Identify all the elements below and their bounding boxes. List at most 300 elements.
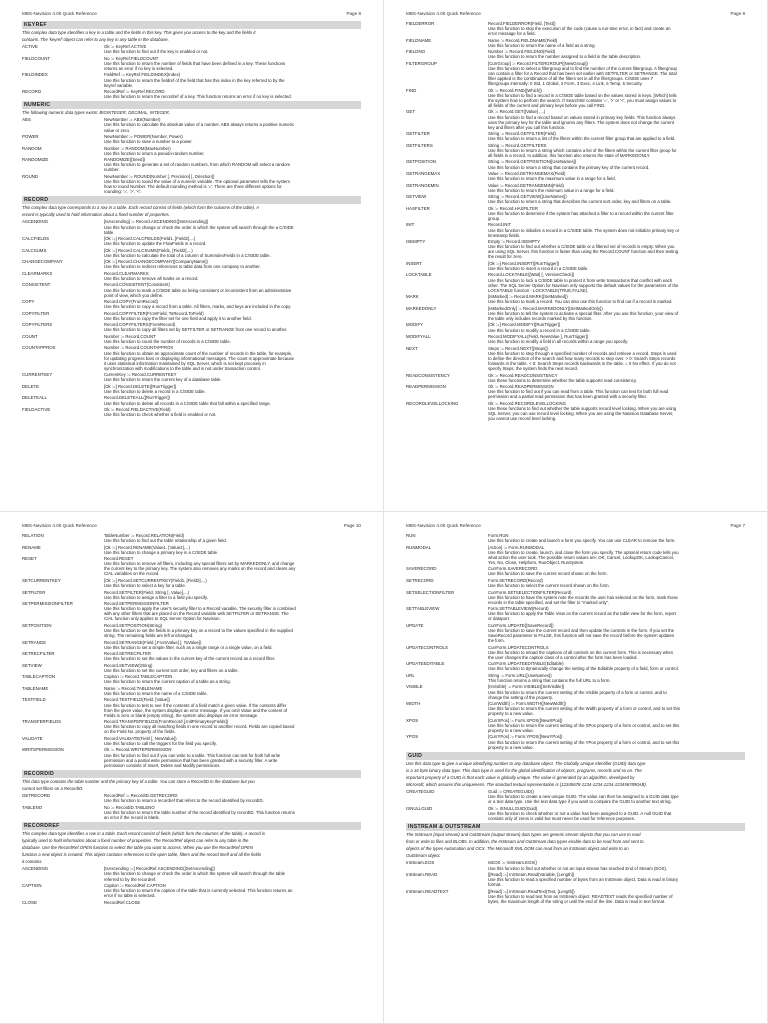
- description-line: Use this function to save the current record shown on the form.: [488, 571, 608, 577]
- description-line: Number := Record.FIELDNO(Field): [488, 49, 556, 55]
- description-line: Ok := Record.GET([Value] ,...): [488, 109, 546, 115]
- description-line: filter applied is the combination of all the filters set in all the filtergroups. C/SIDE uses 7: [488, 76, 654, 82]
- function-name: TABLECAPTION: [22, 674, 56, 680]
- description-line: Record.CLEARMARKS: [104, 270, 149, 276]
- function-description: [488, 645, 745, 660]
- description-line: Use this function to stop the execution of the code (cause a run-time error, in fact) and create an: [488, 26, 671, 32]
- function-name: ASCENDING: [22, 219, 49, 225]
- description-line: Use this function to return the current setting of the Width property of a form or control, and to set this: [488, 706, 681, 712]
- description-line: Use this function to calculate the absolute value of a number. ABS always returns a positive numeric: [104, 122, 295, 128]
- description-line: This function returns a string that contains the full URL to a form.: [488, 677, 611, 683]
- function-description: [104, 686, 361, 696]
- function-entry: [22, 146, 361, 156]
- description-line: Record.COPYFILTERS(FromRecord): [104, 322, 176, 328]
- function-name: TRANSFERFIELDS: [22, 719, 62, 725]
- function-name: SETVIEW: [22, 662, 42, 668]
- description-line: Use this function to select a filtergroup and to find the number of the current filtergroup. A filtergroup: [488, 65, 677, 71]
- description-line: Record.MODIFYALL(Field, NewValue [, RunTrigger]): [488, 334, 589, 340]
- description-line: [IsAscending] := Record.ASCENDING([SetAscending]): [104, 219, 209, 225]
- function-name: CAPTION: [22, 882, 42, 888]
- description-line: Use this function to assign a filter to a field you specify.: [104, 594, 209, 600]
- description-line: Use this function to return the number assigned to a field in the table description.: [488, 54, 642, 60]
- description-line: [Ok :=] Record.RENAME(Value1, [Value2],...): [104, 544, 190, 550]
- description-line: TableNumber := Record.RELATION(Field): [104, 533, 185, 538]
- description-line: [IsMarked] := Record.MARK([SetMarked]): [488, 294, 568, 300]
- description-line: permission and a partial write permission that has been granted with a security filter. A write: [104, 757, 278, 763]
- description-line: Use this function to remove all filters, including any special filters set by MARKEDONLY, and change: [104, 561, 295, 567]
- description-line: Use this function to return a string that contains the primary key of the current record.: [488, 164, 650, 170]
- section-intro-line: record is typically used to hold information about a fixed number of properties.: [22, 212, 170, 218]
- function-description: [104, 533, 361, 543]
- description-line: Use this function to change or check the order in which the system will search through the table: [104, 871, 286, 877]
- function-name: MODIFYALL: [406, 334, 431, 340]
- function-name: WIDTH: [406, 701, 421, 707]
- description-line: Empty := Record.ISEMPTY: [488, 239, 541, 245]
- function-entry: [22, 674, 361, 684]
- function-description: [488, 294, 745, 304]
- function-description: [488, 578, 745, 588]
- description-line: can contain a filter for a Record that has been set earlier with SETFILTER or SETRANGE. The total: [488, 71, 677, 77]
- description-line: Use this function to step through a specified number of records and retrieve a record. Steps is used: [488, 350, 677, 356]
- section-heading: NUMERIC: [22, 101, 361, 109]
- function-entry: [406, 206, 745, 221]
- description-line: Use this function to copy a record from a table. All filters, marks, and keys are included in the copy.: [104, 304, 292, 310]
- function-entry: [406, 684, 745, 699]
- function-name: ROUND: [22, 173, 39, 179]
- description-line: Guid := CREATEGUID(): [488, 789, 534, 795]
- function-name: SETRECORD: [406, 577, 434, 583]
- description-line: [Action] := Form.RUNMODAL: [488, 544, 545, 550]
- function-description: [488, 88, 745, 108]
- function-entry: [406, 401, 745, 421]
- function-entry: [22, 651, 361, 661]
- function-name: UPDATEEDITABLE: [406, 661, 445, 667]
- function-name: SETSELECTIONFILTER: [406, 589, 455, 595]
- function-name: ABS: [22, 117, 31, 123]
- description-line: referred to by the recordref.: [104, 876, 157, 882]
- function-name: INSERT: [406, 260, 423, 266]
- description-line: [CurrWidth] := Form.WIDTH([NewWidth]): [488, 701, 566, 707]
- function-description: [488, 306, 745, 321]
- function-description: [104, 623, 361, 638]
- function-name: CHANGECOMPANY: [22, 259, 63, 265]
- function-name: FIELDERROR: [406, 21, 435, 26]
- description-line: [IsAscending :=] RecordRef.ASCENDING([SetAscending]): [104, 866, 215, 872]
- function-description: [104, 407, 361, 417]
- function-description: [488, 545, 745, 565]
- function-entry: [22, 271, 361, 281]
- description-line: Use these functions to find out whether the table supports record level locking. When you are using: [488, 405, 677, 411]
- function-description: [104, 345, 361, 370]
- document-title: MBS-Navision 4.00 Quick Reference: [406, 523, 481, 528]
- description-line: Use this function to update the FlowFields in a record.: [104, 241, 207, 247]
- function-description: [488, 384, 745, 399]
- description-line: table.: [104, 229, 115, 235]
- description-line: Steps := Record.NEXT([Steps]): [488, 345, 548, 351]
- function-description: [488, 701, 745, 716]
- description-line: Use this function to copy all matching fields in one record to another record. Fields are copied based: [104, 724, 295, 730]
- description-line: bytes, the maximum length of the string or until the end of the line. Data is read in text format.: [488, 898, 666, 904]
- description-line: Use this function to return the current key of a database table.: [104, 377, 222, 383]
- function-name: COPYFILTERS: [22, 322, 53, 328]
- description-line: Use this function to tell the system to activate a special filter. After you use this function, your view of: [488, 310, 679, 316]
- description-line: Use this function to return the current setting of the XPos property of a form or control, and to set this: [488, 722, 680, 728]
- description-line: [CurrYPos] := Form.YPOS([NewYPos]): [488, 734, 563, 740]
- description-line: number.: [104, 167, 120, 173]
- section-intro-line: The InStream (input stream) and OutStream (output stream) data types are generic stream objects that you can use to read: [406, 832, 641, 838]
- function-name: READPERMISSION: [406, 384, 446, 390]
- function-description: [488, 673, 745, 683]
- section-intro-line: from or write to files and BLOBs. In addition, the InStream and OutStream data types enable data to be read from and sent to: [406, 839, 644, 845]
- function-name: RUNMODAL: [406, 544, 432, 550]
- description-line: Use this function to determine if the system has attached a filter to a record within the current filter: [488, 210, 674, 216]
- description-line: RANDOMIZE([Seed]): [104, 157, 146, 163]
- description-line: C/AL variables on the record.: [104, 571, 160, 577]
- description-line: Use this function to copy the filter set for one field and apply it to another field.: [104, 315, 252, 321]
- function-description: [104, 545, 361, 555]
- description-line: what action the user took. The possible return values are: OK, Cancel, LookupOK, LookupCancel,: [488, 554, 674, 560]
- section-intro-line: This data type contains the table number and the primary key of a table. You can store a RecordID in the database but you: [22, 778, 255, 784]
- function-description: [488, 346, 745, 371]
- section-heading: GUID: [406, 752, 745, 760]
- description-line: group.: [488, 215, 501, 221]
- description-line: Use this function to return the caption of the table that is currently selected. This function returns an: [104, 888, 293, 894]
- description-line: Use this function to count the number of records in a C/SIDE table.: [104, 338, 231, 344]
- section-intro-line: function a new object is created. This object contains references to the open table, filters and the record itself and all the fields: [22, 852, 262, 858]
- function-description: [488, 109, 745, 129]
- function-description: [104, 747, 361, 767]
- function-entry: [406, 272, 745, 292]
- function-description: [104, 736, 361, 746]
- description-line: Use this function to select a key for a table.: [104, 583, 186, 589]
- function-name: VALIDATE: [22, 735, 43, 741]
- description-line: consists only of zeros is valid but must never be used for reference purposes.: [488, 815, 636, 821]
- function-description: [104, 640, 361, 650]
- description-line: Record.LOCKTABLE([Wait] [, VersionCheck]): [488, 272, 575, 278]
- function-name: FIND: [406, 87, 417, 93]
- function-description: [104, 146, 361, 156]
- description-line: Use this function to remove all marks on a record.: [104, 275, 199, 281]
- description-line: Use this function to apply the user's security filter to a Record variable. The security filter is combined: [104, 606, 296, 612]
- description-line: CurrForm.UPDATE([SaveRecord]): [488, 622, 554, 628]
- section-intro-line: This complex data type identifies a key in a table and the fields in this key. This gives you access to the key and the fields it: [22, 30, 256, 35]
- function-entry: [22, 345, 361, 370]
- function-entry: [22, 545, 361, 555]
- function-name: YPOS: [406, 734, 419, 740]
- description-line: Use this function to insert a record in a C/SIDE table.: [488, 265, 589, 271]
- function-name: ASCENDING: [22, 866, 49, 872]
- section-heading: INSTREAM & OUTSTREAM: [406, 823, 745, 831]
- description-line: Record.RESET: [104, 556, 134, 562]
- function-name: TABLENO: [22, 804, 43, 810]
- description-line: C/AL function only applies to SQL Server Option for Navision.: [104, 616, 221, 622]
- page-number: Page 7: [730, 523, 745, 528]
- function-name: RECORDLEVELLOCKING: [406, 400, 459, 406]
- function-description: [104, 248, 361, 258]
- page-10: [0, 512, 384, 1024]
- description-line: or a text data type. Use the text data type if you want to compare the GUID to another text string.: [488, 799, 672, 805]
- section-intro-line: it contains.: [22, 859, 43, 865]
- description-line: Ok := Record.READCONSISTENCY: [488, 372, 558, 378]
- function-entry: [406, 183, 745, 193]
- function-entry: [22, 866, 361, 881]
- description-line: Ok := Record.HASFILTER: [488, 205, 538, 211]
- description-line: all fields of the current and primary keys before you call FIND.: [488, 102, 606, 108]
- description-line: Use this function to obtain an approximate count of the number of records in the table, for example,: [104, 350, 293, 356]
- description-line: the form.: [488, 638, 505, 644]
- description-line: [IsVisible] := Form.VISIBLE([SetVisible]): [488, 684, 565, 690]
- function-entry: [22, 623, 361, 638]
- function-description: [488, 38, 745, 48]
- function-name: HASFILTER: [406, 205, 430, 211]
- function-entry: [406, 645, 745, 660]
- section-intro-line: The following numeric data types exists: BIGINTEGER, DECIMAL, INTEGER.: [22, 110, 171, 116]
- description-line: Use this function to modify a record in a C/SIDE table.: [488, 327, 591, 333]
- function-name: UPDATE: [406, 622, 424, 628]
- description-line: records in the table specified, and set the filter to "marked only".: [488, 599, 610, 605]
- description-line: Use this function to find out whether a C/SIDE table or a filtered set of records is empty. When you: [488, 244, 675, 250]
- section-intro-line: Microsoft, which assures this uniqueness. The standard textual representation is {12345678-1234-1234-1234-1234567890AB}.: [406, 782, 648, 788]
- document-title: MBS-Navision 4.00 Quick Reference: [406, 11, 481, 16]
- function-entry: [406, 545, 745, 565]
- description-line: Use these functions to determine whether the table supports read consistency.: [488, 377, 637, 383]
- function-entry: [406, 346, 745, 371]
- function-entry: [406, 566, 745, 576]
- function-description: [104, 174, 361, 194]
- description-line: Use this function to create, launch, and close the form you specify. The optional return code tells you: [488, 549, 679, 555]
- description-line: Use this function to reload the captions of all controls on the current form. This is necessary when: [488, 649, 674, 655]
- function-entry: [22, 900, 361, 905]
- function-entry: [406, 623, 745, 643]
- description-line: Use this function to find out the table relationship of a given field.: [104, 538, 227, 544]
- function-description: [488, 143, 745, 158]
- description-line: the current key to the primary key. The system also removes any marks on the record and clears any: [104, 566, 296, 572]
- function-description: [488, 806, 745, 821]
- function-entry: [406, 334, 745, 344]
- description-line: value or zero.: [104, 127, 131, 133]
- description-line: or dataport.: [488, 616, 510, 622]
- description-line: Record.VALIDATE(Field [, NewValue]): [104, 735, 177, 741]
- function-name: RANDOM: [22, 145, 42, 151]
- description-line: FieldRef := KeyRef.FIELDINDEX(Index): [104, 72, 181, 78]
- section-intro-line: is a 16 byte binary data type. This data type is used for the global identification of objects, programs, records and so on. The: [406, 767, 642, 773]
- document-title: MBS-Navision 4.00 Quick Reference: [22, 11, 97, 16]
- function-entry: [22, 407, 361, 417]
- description-line: [[Read] :=] InStream.Read(Variable, [Length]): [488, 872, 575, 878]
- section-heading: KEYREF: [22, 21, 361, 29]
- function-description: [488, 272, 745, 292]
- function-description: [488, 206, 745, 221]
- function-name: FIELDACTIVE: [22, 407, 51, 413]
- function-entry: [22, 248, 361, 258]
- function-entry: [406, 194, 745, 204]
- description-line: Ok := Record.RECORDLEVELLOCKING: [488, 400, 566, 406]
- description-line: Use this function to find out if you can read from a table. This function can test for both full read: [488, 389, 669, 395]
- function-entry: [406, 606, 745, 621]
- description-line: NewNumber := POWER(Number, Power): [104, 134, 183, 140]
- description-line: format.: [488, 882, 502, 888]
- function-name: LOCKTABLE: [406, 272, 432, 278]
- function-name: FIELDINDEX: [22, 72, 48, 78]
- function-entry: [22, 44, 361, 54]
- description-line: Ok := Record.FIELDACTIVE(Field): [104, 407, 171, 413]
- description-line: property to a new value.: [488, 711, 534, 717]
- function-name: SETTABLEVIEW: [406, 606, 440, 612]
- description-line: Use this function to return the maximum value in a range for a field.: [488, 176, 616, 182]
- function-description: [104, 44, 361, 54]
- page-header: [406, 523, 745, 528]
- function-name: GET: [406, 109, 416, 115]
- description-line: Use this function to set the values in the current key of the current record as a record filter.: [104, 656, 276, 662]
- description-line: Record.INIT: [488, 222, 512, 228]
- description-line: the user changes the caption class of a control after the form has been loaded.: [488, 654, 638, 660]
- description-line: Use this function to modify a field in all records within a range you specify.: [488, 339, 629, 345]
- function-entry: [22, 384, 361, 394]
- description-line: Use this function to have the system note the records the user has selected on the form, mark those: [488, 594, 678, 600]
- description-line: Use this function to return the recordref of a key. This function returns an error if no key is selected.: [104, 94, 292, 100]
- function-description: [104, 259, 361, 269]
- function-name: GETPOSITION: [406, 159, 437, 165]
- description-line: rounding: '=', '>', '<'.: [104, 189, 142, 195]
- function-description: [488, 159, 745, 169]
- function-description: [488, 334, 745, 344]
- description-line: Use this function to find out if you can write to a table. This function can test for both full write: [104, 752, 281, 758]
- description-line: [Ok :=] Record.CHANGECOMPANY([CompanyName]): [104, 259, 208, 265]
- description-line: Use this function to copy all filters set by SETFILTER or SETRANGE from one record to another.: [104, 327, 288, 333]
- description-line: point of view, which you define.: [104, 292, 164, 298]
- description-line: Fields is zero or blank (empty string), the system also displays an error message.: [104, 712, 259, 718]
- page-7: [384, 512, 768, 1024]
- description-line: [Ok :=] Record.MODIFY([RunTrigger]): [488, 322, 561, 328]
- function-description: [488, 194, 745, 204]
- function-entry: [22, 259, 361, 269]
- function-name: GETRANGEMIN: [406, 182, 439, 188]
- description-line: Ok := Record.FIND([Which]): [488, 87, 542, 93]
- function-description: [104, 578, 361, 588]
- function-name: GETRECORD: [22, 792, 51, 798]
- description-line: Record.TESTFIELD(Field, [Value]): [104, 697, 170, 703]
- function-description: [104, 590, 361, 600]
- description-line: String := Record.GETVIEW([UseNames]): [488, 194, 567, 200]
- description-line: Use this function to find out if the key is enabled or not.: [104, 49, 209, 55]
- description-line: Ok := Record.WRITEPERMISSION: [104, 747, 172, 753]
- function-name: RUN: [406, 533, 416, 538]
- function-description: [104, 299, 361, 309]
- function-name: UPDATECONTROLS: [406, 644, 448, 650]
- function-name: COUNTAPPROX: [22, 345, 56, 351]
- description-line: Use this function to initialize a record in a C/SIDE table. The system does not initialize primary key or: [488, 227, 680, 233]
- description-line: Use this function to return a pseudo-random number.: [104, 150, 205, 156]
- description-line: permission consists of Insert, Delete and Modify permissions.: [104, 762, 221, 768]
- function-name: GETFILTERS: [406, 142, 433, 148]
- description-line: all fields in a record. In addition, this function also returns the state of MARKEDONLY.: [488, 152, 651, 158]
- function-entry: [406, 718, 745, 733]
- function-entry: [406, 889, 745, 904]
- function-description: [104, 900, 361, 905]
- function-description: [104, 805, 361, 820]
- description-line: Ok := ISNULLGUID(Guid): [488, 805, 538, 811]
- description-line: Use this function to delete a record in a C/SIDE table.: [104, 388, 206, 394]
- section-intro-line: typically used to hold information about a fixed number of properties. The RecordRef object can refer to any table in the: [22, 837, 249, 843]
- function-entry: [406, 661, 745, 671]
- function-name: FIELDNAME: [406, 37, 432, 43]
- description-line: Use this function to return the name of a C/SIDE table.: [104, 690, 208, 696]
- function-description: [488, 373, 745, 383]
- description-line: an error if the record is blank.: [104, 814, 160, 820]
- description-line: Use this function to return the name of a field as a string.: [488, 42, 596, 48]
- function-name: RANDOMIZE: [22, 157, 49, 163]
- page-number: Page 8: [346, 11, 361, 16]
- function-entry: [22, 334, 361, 344]
- function-description: [104, 793, 361, 803]
- function-name: GETRANGEMAX: [406, 171, 441, 177]
- function-description: [488, 606, 745, 621]
- description-line: [Ok :=] Record.SETCURRENTKEY(Field1, [Field2],...): [104, 577, 207, 583]
- description-line: timestamp fields.: [488, 232, 521, 238]
- description-line: Use this function to return a recordref that refers to the record identified by recordID.: [104, 798, 264, 804]
- function-name: NEXT: [406, 345, 418, 351]
- function-name: CALCFIELDS: [22, 236, 50, 242]
- function-name: ISEMPTY: [406, 239, 426, 245]
- description-line: to define the direction of the search and how many records to step over. > 0: Search Steps records: [488, 355, 676, 361]
- description-line: Number := Record.COUNT: [104, 333, 156, 339]
- description-line: Ok := Record.READPERMISSION: [488, 384, 554, 390]
- function-name: InStream.READTEXT: [406, 888, 449, 894]
- function-entry: [406, 143, 745, 158]
- function-description: [104, 271, 361, 281]
- description-line: property to a new value.: [488, 744, 534, 750]
- description-line: Use this function to find out whether or not an input stream has reached End of Stream (EOS).: [488, 865, 668, 871]
- description-line: NewNumber := ABS(Number): [104, 117, 161, 123]
- function-description: [104, 384, 361, 394]
- page-number: Page 10: [343, 523, 361, 528]
- function-entry: [406, 734, 745, 749]
- function-entry: [406, 61, 745, 86]
- function-description: [488, 661, 745, 671]
- description-line: Use this function to set the fields in a primary key on a record to the values specified in the supplied: [104, 627, 293, 633]
- description-line: Use this function to check whether a field is enabled or not.: [104, 412, 217, 418]
- description-line: Record.CONSISTENT(Consistent): [104, 282, 170, 288]
- function-name: SETPERMISSIONFILTER: [22, 601, 73, 607]
- description-line: other. The SQL Server Option for Navision only supports the default values for the parameters of the: [488, 282, 679, 288]
- function-name: RELATION: [22, 533, 44, 538]
- description-line: Record.TRANSFERFIELDS(FromRecord [,InitPrimaryKeyFields]): [104, 719, 229, 725]
- section-heading: RECORDID: [22, 770, 361, 778]
- function-entry: [22, 640, 361, 650]
- description-line: Use this function to read text from an InStream object. READTEXT reads the specified number of: [488, 893, 673, 899]
- description-line: Use this function to return the current setting of the YPos property of a form or control, and to set this: [488, 739, 680, 745]
- page-header: [22, 523, 361, 528]
- function-entry: [406, 239, 745, 259]
- description-line: Form.SETRECORD(Record): [488, 577, 543, 583]
- section-intro-line: This complex data type corresponds to a row in a table. Each record consist of fields (which form the columns of the table). A: [22, 205, 259, 211]
- function-name: RENAME: [22, 544, 41, 550]
- description-line: RecordRef.CLOSE: [104, 899, 141, 905]
- function-entry: [22, 883, 361, 898]
- function-description: [104, 601, 361, 621]
- description-line: [IsMarkedOnly] := Record.MARKEDONLY([SetMarkedOnly]): [488, 305, 603, 311]
- function-entry: [22, 395, 361, 405]
- function-entry: [22, 805, 361, 820]
- description-line: NewNumber := ROUND(Number [, Precision] [, Direction]): [104, 173, 215, 179]
- description-line: [Ok :=] Record.CALCSUMS(Field1, [Field2],...): [104, 247, 193, 253]
- function-entry: [406, 533, 745, 543]
- function-entry: [22, 601, 361, 621]
- function-description: [104, 311, 361, 321]
- description-line: specify Steps, the system finds the next record.: [488, 366, 579, 372]
- description-line: Use this function to check whether or not a value has been assigned to a GUID. A null GUID that: [488, 810, 672, 816]
- description-line: Use this function to set the current sort order, key and filters on a table.: [104, 667, 239, 673]
